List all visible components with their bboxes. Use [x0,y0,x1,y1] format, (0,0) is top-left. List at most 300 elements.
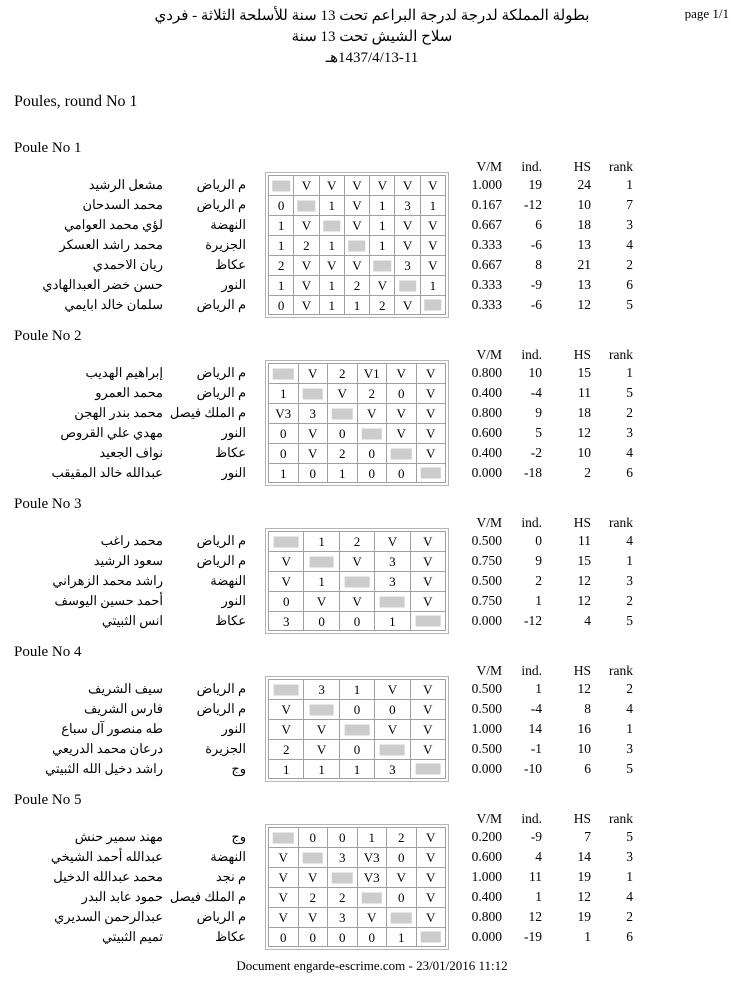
hs-value: 12 [577,425,591,440]
club-name: وج [231,761,246,776]
hs-value: 13 [577,277,591,292]
score-grid-row [268,195,446,215]
hs-value: 11 [578,533,591,548]
rank-value: 5 [626,385,633,400]
score-cell: 1 [268,235,293,255]
vm-value: 0.400 [471,445,502,460]
score-grid-row [268,235,446,255]
poule-row [14,423,744,443]
score-cell [410,611,446,631]
self-cell-marker [399,280,416,291]
rank-value: 3 [626,741,633,756]
score-cell: V [416,847,447,867]
fencer-name: مشعل الرشيد [88,177,163,192]
weapon-category-line: سلاح الشيش تحت 13 سنة [291,29,453,45]
score-grid-row [268,423,446,443]
score-cell: 1 [319,195,344,215]
score-grid-row [268,759,446,779]
score-cell: V [268,571,303,591]
score-cell: V3 [357,847,387,867]
grid-column-spacer [268,346,446,363]
score-cell: V [298,363,328,383]
name-column-spacer [14,662,163,679]
rank-value: 1 [626,721,633,736]
stats-header-rank: rank [609,347,633,362]
club-name: الجزيرة [205,741,246,756]
vm-value: 0.667 [471,217,502,232]
hs-value: 13 [577,237,591,252]
poule-row [14,295,744,315]
score-cell: V [374,719,409,739]
vm-value: 0.750 [471,593,502,608]
score-cell: 1 [344,295,369,315]
stats-header-hs: HS [573,347,591,362]
ind-value: 1 [535,681,542,696]
score-cell [357,423,387,443]
self-cell-marker [309,556,334,567]
stats-header-ind: ind. [521,515,542,530]
poule-row [14,907,744,927]
poule-rows [14,827,744,947]
score-cell: 0 [268,443,298,463]
poule-row [14,759,744,779]
vm-value: 0.333 [471,297,502,312]
score-cell: 0 [339,699,374,719]
stats-header-hs: HS [573,663,591,678]
score-cell: V [344,175,369,195]
ind-value: -9 [530,829,542,844]
score-cell: 1 [268,215,293,235]
vm-value: 1.000 [471,721,502,736]
score-cell: V [416,443,447,463]
vm-value: 0.800 [471,909,502,924]
ind-value: -4 [530,385,542,400]
poule-row [14,551,744,571]
club-name: عكاظ [215,613,246,628]
score-grid-row [268,255,446,275]
rank-value: 6 [626,929,633,944]
score-cell: 3 [327,847,357,867]
stats-header-row [14,514,744,531]
club-name: النهضة [210,217,246,232]
score-cell: V [268,867,298,887]
score-cell: 2 [327,887,357,907]
score-cell: V [420,255,446,275]
ind-value: 9 [535,405,542,420]
score-grid-row [268,699,446,719]
score-cell: 1 [357,827,387,847]
document-header [0,0,744,69]
score-cell: 1 [303,571,338,591]
rank-value: 7 [626,197,633,212]
score-cell: V [374,531,409,551]
hs-value: 12 [577,593,591,608]
stats-header-vm: V/M [476,663,502,678]
score-cell: V [268,907,298,927]
score-cell: 1 [268,759,303,779]
score-cell: 0 [268,423,298,443]
stats-header-ind: ind. [521,663,542,678]
poule-title: Poule No 1 [14,140,82,156]
score-cell: V [319,255,344,275]
score-cell: 2 [344,275,369,295]
score-cell: 0 [357,443,387,463]
score-cell: 2 [369,295,394,315]
score-cell: V3 [268,403,298,423]
score-cell: V [416,423,447,443]
vm-value: 0.333 [471,277,502,292]
poule-title: Poule No 3 [14,496,82,512]
fencer-name: راشد محمد الزهراني [52,573,163,588]
score-cell: V [374,679,409,699]
hs-value: 19 [577,869,591,884]
score-cell: V [344,195,369,215]
score-cell [374,739,409,759]
score-cell: 0 [339,611,374,631]
poule-row [14,175,744,195]
score-grid-row [268,443,446,463]
score-cell: 3 [327,907,357,927]
rank-value: 1 [626,365,633,380]
score-cell: 1 [420,195,446,215]
score-cell: V [298,443,328,463]
fencer-name: فارس الشريف [84,701,163,716]
stats-header-rank: rank [609,159,633,174]
score-cell: V [293,295,318,315]
score-cell: V [357,403,387,423]
hs-value: 12 [577,681,591,696]
poule-row [14,363,744,383]
score-cell: V [298,867,328,887]
poule-row [14,195,744,215]
poule-row [14,679,744,699]
ind-value: 19 [528,177,542,192]
score-cell: V [344,215,369,235]
club-column-spacer [177,158,246,175]
fencer-name: إبراهيم الهديب [85,365,163,380]
hs-value: 18 [577,405,591,420]
self-cell-marker [361,892,382,903]
score-cell [416,463,447,483]
ind-value: -2 [530,445,542,460]
score-cell: V [339,591,374,611]
self-cell-marker [415,764,440,775]
name-column-spacer [14,346,163,363]
score-cell: 1 [369,215,394,235]
stats-header-hs: HS [573,159,591,174]
score-cell: 0 [327,423,357,443]
score-grid-row [268,463,446,483]
hs-value: 7 [584,829,591,844]
score-cell [303,699,338,719]
score-cell: V3 [357,867,387,887]
stats-header-ind: ind. [521,159,542,174]
score-cell: 2 [339,531,374,551]
score-cell: 0 [298,463,328,483]
club-name: عكاظ [215,257,246,272]
score-cell: 3 [374,759,409,779]
self-cell-marker [273,832,294,843]
poule-row [14,827,744,847]
hs-value: 10 [577,197,591,212]
score-cell [369,255,394,275]
tournament-title: بطولة المملكة لدرجة لدرجة البراعم تحت 13 سنة للأسلحة الثلاثة - فردي [154,8,590,24]
score-cell [268,363,298,383]
ind-value: 10 [528,365,542,380]
score-cell: 1 [386,927,416,947]
fencer-name: انس الثبيتي [101,613,163,628]
score-cell: V [410,551,446,571]
stats-header-vm: V/M [476,515,502,530]
score-cell: 3 [394,195,419,215]
hs-value: 11 [578,385,591,400]
club-column-spacer [177,346,246,363]
poules-container [14,139,744,947]
score-cell: V [410,571,446,591]
hs-value: 4 [584,613,591,628]
score-cell: V [268,887,298,907]
vm-value: 1.000 [471,869,502,884]
club-name: النهضة [210,573,246,588]
fencer-name: سيف الشريف [88,681,163,696]
hs-value: 14 [577,849,591,864]
self-cell-marker [415,616,440,627]
club-name: م الرياض [196,909,246,924]
score-cell: V [394,215,419,235]
self-cell-marker [272,180,289,191]
club-column-spacer [177,514,246,531]
score-cell: V [303,739,338,759]
poule-row [14,699,744,719]
poule-row [14,255,744,275]
poule-title: Poule No 4 [14,644,82,660]
score-cell: 3 [374,551,409,571]
score-grid-row [268,679,446,699]
score-cell: V [410,739,446,759]
score-cell: 1 [268,275,293,295]
poule-row [14,383,744,403]
score-cell: V [268,719,303,739]
score-cell [386,907,416,927]
score-cell: 0 [386,383,416,403]
score-cell [298,847,328,867]
score-cell: V [420,175,446,195]
vm-value: 0.600 [471,425,502,440]
poule-block [14,139,744,315]
ind-value: 5 [535,425,542,440]
score-grid-row [268,295,446,315]
document-footer: Document engarde-escrime.com - 23/01/2016 11:12 [236,958,508,973]
score-grid-row [268,175,446,195]
hs-value: 2 [584,465,591,480]
vm-value: 0.000 [471,929,502,944]
self-cell-marker [345,576,370,587]
score-grid-row [268,719,446,739]
score-cell: V [369,275,394,295]
fencer-name: محمد العمرو [95,385,163,400]
score-cell: V [410,591,446,611]
stats-header-row [14,346,744,363]
poule-rows [14,175,744,315]
score-cell: V [386,867,416,887]
score-cell: 0 [327,827,357,847]
score-cell [268,827,298,847]
vm-value: 0.500 [471,681,502,696]
self-cell-marker [380,596,405,607]
club-name: م الرياض [196,553,246,568]
poule-row [14,403,744,423]
fencer-name: عبدالرحمن السديري [54,909,163,924]
score-cell: V [268,699,303,719]
poule-block [14,791,744,947]
stats-header-rank: rank [609,515,633,530]
hs-value: 10 [577,445,591,460]
score-cell [394,275,419,295]
score-cell: 1 [268,463,298,483]
hs-value: 18 [577,217,591,232]
score-cell: 0 [268,295,293,315]
self-cell-marker [309,704,334,715]
score-cell: V [369,175,394,195]
club-name: م الرياض [196,197,246,212]
vm-value: 0.750 [471,553,502,568]
rank-value: 5 [626,297,633,312]
score-cell: V [394,295,419,315]
club-name: م الرياض [196,297,246,312]
club-name: النور [221,425,246,440]
fencer-name: درعان محمد الدريعي [52,741,163,756]
rank-value: 5 [626,829,633,844]
score-cell: 1 [369,195,394,215]
fencer-name: سلمان خالد ابايمي [64,297,163,312]
score-cell: 1 [319,275,344,295]
vm-value: 0.400 [471,889,502,904]
score-cell: V [386,423,416,443]
score-cell: V [386,363,416,383]
score-cell: V [293,255,318,275]
grid-column-spacer [268,514,446,531]
score-cell: 0 [386,463,416,483]
stats-header-row [14,662,744,679]
ind-value: 12 [528,909,542,924]
club-name: وج [231,829,246,844]
poule-row [14,215,744,235]
poule-row [14,611,744,631]
score-cell: V [416,363,447,383]
self-cell-marker [420,932,441,943]
self-cell-marker [374,260,391,271]
score-cell: 2 [357,383,387,403]
grid-column-spacer [268,810,446,827]
hs-value: 12 [577,573,591,588]
rank-value: 2 [626,681,633,696]
club-name: م الرياض [196,681,246,696]
fencer-name: ريان الاحمدي [92,257,163,272]
score-cell: 0 [298,827,328,847]
ind-value: 4 [535,849,542,864]
score-cell [420,295,446,315]
rank-value: 3 [626,849,633,864]
score-grid-row [268,571,446,591]
score-cell: 3 [303,679,338,699]
hs-value: 19 [577,909,591,924]
poule-row [14,867,744,887]
self-cell-marker [298,200,315,211]
score-cell: V [410,699,446,719]
score-cell: 0 [339,739,374,759]
ind-value: 14 [528,721,542,736]
poule-rows [14,531,744,631]
ind-value: 11 [529,869,542,884]
fencer-name: لؤي محمد العوامي [63,217,163,232]
ind-value: -18 [524,465,542,480]
stats-header-vm: V/M [476,347,502,362]
self-cell-marker [332,408,353,419]
self-cell-marker [420,468,441,479]
poule-row [14,927,744,947]
score-cell: V [394,235,419,255]
vm-value: 0.500 [471,533,502,548]
score-cell: 3 [298,403,328,423]
score-cell: 2 [327,443,357,463]
score-cell: 1 [319,235,344,255]
club-name: النور [221,277,246,292]
score-cell: V [420,215,446,235]
ind-value: 9 [535,553,542,568]
self-cell-marker [274,684,299,695]
poule-row [14,739,744,759]
score-cell: 2 [386,827,416,847]
ind-value: 8 [535,257,542,272]
fencer-name: عبدالله خالد المقيقب [51,465,163,480]
score-cell: 0 [357,927,387,947]
score-cell [357,887,387,907]
score-cell: V [303,719,338,739]
fencer-name: مهدي علي القروص [60,425,163,440]
rank-value: 6 [626,465,633,480]
score-cell: 1 [268,383,298,403]
vm-value: 0.333 [471,237,502,252]
ind-value: -12 [524,613,542,628]
poule-row [14,571,744,591]
rank-value: 3 [626,573,633,588]
score-cell: V [344,255,369,275]
score-cell: V [293,215,318,235]
score-cell [374,591,409,611]
poule-row [14,591,744,611]
score-cell [339,719,374,739]
rank-value: 2 [626,593,633,608]
vm-value: 0.167 [471,197,502,212]
score-grid-row [268,611,446,631]
vm-value: 0.667 [471,257,502,272]
score-cell [268,175,293,195]
stats-header-vm: V/M [476,159,502,174]
score-cell: 1 [303,531,338,551]
vm-value: 0.200 [471,829,502,844]
hs-value: 12 [577,889,591,904]
club-name: عكاظ [215,929,246,944]
self-cell-marker [391,912,412,923]
score-cell [319,215,344,235]
ind-value: -1 [530,741,542,756]
score-cell: 1 [339,759,374,779]
score-cell: V [416,867,447,887]
stats-header-ind: ind. [521,811,542,826]
score-cell: V [327,383,357,403]
score-cell [303,551,338,571]
self-cell-marker [424,300,441,311]
